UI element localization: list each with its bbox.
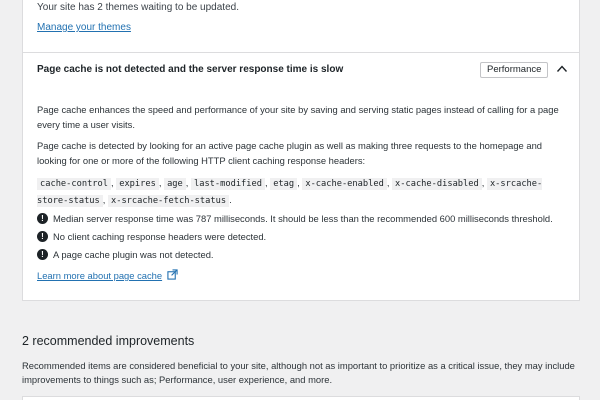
themes-update-card — [22, 0, 580, 53]
performance-badge: Performance — [480, 62, 548, 78]
learn-more-link[interactable]: Learn more about page cache — [37, 270, 163, 281]
issue-text: Median server response time was 787 milliseconds. It should be less than the recommended 600 milliseconds threshold. — [53, 213, 553, 224]
recommended-heading: 2 recommended improvements — [22, 334, 195, 348]
header-code: etag — [270, 178, 297, 190]
header-code: x-cache-enabled — [302, 178, 386, 190]
recommended-description: Recommended items are considered beneficial to your site, although not as important to prioritize as a critical issue, they may include improvements to things such as; Performance, user experience, and more. — [22, 360, 575, 385]
themes-waiting-text: Your site has 2 themes waiting to be updated. — [37, 2, 239, 13]
header-code-list: cache-control , expires , age , last-modified , etag , x-cache-enabled , x-cache-disabled , x-srcache-store-status , x-srcache-fetch-status . — [37, 177, 543, 206]
issue-text: No client caching response headers were detected. — [53, 231, 267, 242]
error-icon: ! — [37, 249, 48, 260]
external-link-icon — [167, 269, 178, 280]
accordion-header-button[interactable] — [23, 53, 579, 87]
chevron-up-icon — [556, 64, 568, 74]
header-code: last-modified — [191, 178, 265, 190]
header-code: x-cache-disabled — [392, 178, 482, 190]
manage-themes-link[interactable]: Manage your themes — [37, 22, 131, 33]
header-code: age — [164, 178, 186, 190]
page-cache-accordion — [22, 52, 580, 301]
header-code: x-srcache-fetch-status — [108, 195, 229, 207]
header-code: cache-control — [37, 178, 111, 190]
accordion-title: Page cache is not detected and the server response time is slow — [37, 64, 344, 75]
issue-item — [37, 212, 577, 226]
recommended-item-card[interactable] — [22, 396, 580, 400]
header-code: x-srcache-store-status — [37, 179, 543, 206]
cache-description-2: Page cache is detected by looking for an active page cache plugin as well as making three requests to the homepage and looking for one or more of the following HTTP client caching response headers: — [37, 140, 543, 166]
error-icon: ! — [37, 213, 48, 224]
issue-item — [37, 248, 577, 262]
cache-description-1: Page cache enhances the speed and performance of your site by saving and serving static pages instead of calling for a page every time a user visits. — [37, 104, 559, 130]
issue-text: A page cache plugin was not detected. — [53, 249, 214, 260]
error-icon: ! — [37, 231, 48, 242]
header-code: expires — [116, 178, 159, 190]
issue-item — [37, 230, 577, 244]
